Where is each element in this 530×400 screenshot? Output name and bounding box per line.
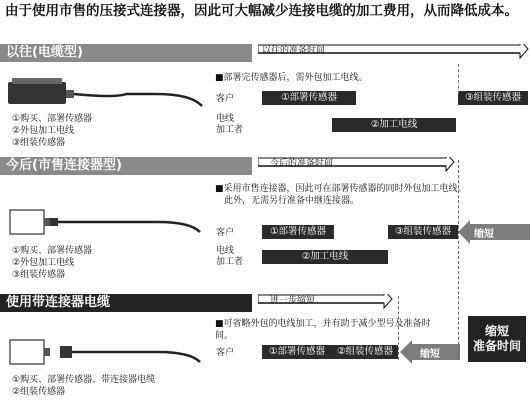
bar-deploy-sensor: ①部署传感器 (262, 345, 332, 359)
step-item: ②外包加工电线 (12, 258, 75, 268)
bar-assemble-sensor: ③组装传感器 (458, 91, 528, 105)
note-cable: ■可省略外包的电线加工，并有助于减少型号及准备时间。 (215, 319, 431, 341)
row-label-customer: 客户 (216, 94, 235, 104)
sensor-connector-illustration (8, 206, 208, 240)
sensor-connector-cable-illustration (8, 336, 208, 370)
shorten-label-new: 缩短 (474, 229, 494, 240)
step-item: ②组装传感器 (12, 387, 66, 397)
section-header-cable: 使用带连接器电缆 (0, 294, 252, 312)
bar-process-wire: ②加工电线 (332, 118, 456, 132)
bar-process-wire: ②加工电线 (262, 250, 388, 264)
bar-assemble-sensor: ③组装传感器 (388, 225, 458, 239)
guide-line (458, 160, 459, 360)
timeline-label-cable: 进一步缩短 (270, 296, 316, 306)
step-item: ③组装传感器 (12, 270, 66, 280)
bar-deploy-sensor: ①部署传感器 (262, 91, 356, 105)
step-item: ①购买、部署传感器 (12, 246, 93, 256)
timeline-label-new: 今后的准备时间 (270, 159, 334, 169)
intro-text: 由于使用市售的压接式连接器，因此可大幅减少连接电缆的加工费用，从而降低成本。 (5, 3, 518, 19)
step-item: ②外包加工电线 (12, 126, 75, 136)
summary-box: 缩短 准备时间 (468, 316, 526, 362)
steps-new (12, 245, 92, 281)
guide-line (398, 296, 399, 360)
timeline-label-legacy: 以往的准备时间 (262, 46, 326, 56)
steps-cable (12, 374, 155, 398)
section-header-new: 今后(市售连接器型) (0, 157, 252, 175)
shorten-arrow-new (458, 220, 530, 244)
bar-assemble-sensor: ②组装传感器 (332, 345, 398, 359)
steps-legacy (12, 113, 92, 149)
sensor-cable-illustration (6, 76, 206, 114)
row-label-wire-processor: 电线 加工者 (216, 114, 244, 135)
note-new: ■采用市售连接器，因此可在部署传感器的同时外包加工电线。 此外，无需另行准备中继连接器。 (215, 184, 467, 206)
row-label-customer: 客户 (216, 228, 235, 238)
bar-deploy-sensor: ①部署传感器 (262, 225, 334, 239)
step-item: ①购买、部署传感器、带连接器电缆 (12, 375, 156, 385)
row-label-customer: 客户 (216, 348, 235, 358)
note-legacy: ■部署完传感器后，需外包加工电线。 (215, 73, 368, 83)
row-label-wire-processor: 电线 加工者 (216, 246, 244, 267)
step-item: ①购买、部署传感器 (12, 114, 93, 124)
guide-line (458, 64, 459, 94)
shorten-label-cable: 缩短 (420, 349, 440, 360)
step-item: ③组装传感器 (12, 138, 66, 148)
section-header-legacy: 以往(电缆型) (0, 44, 252, 62)
